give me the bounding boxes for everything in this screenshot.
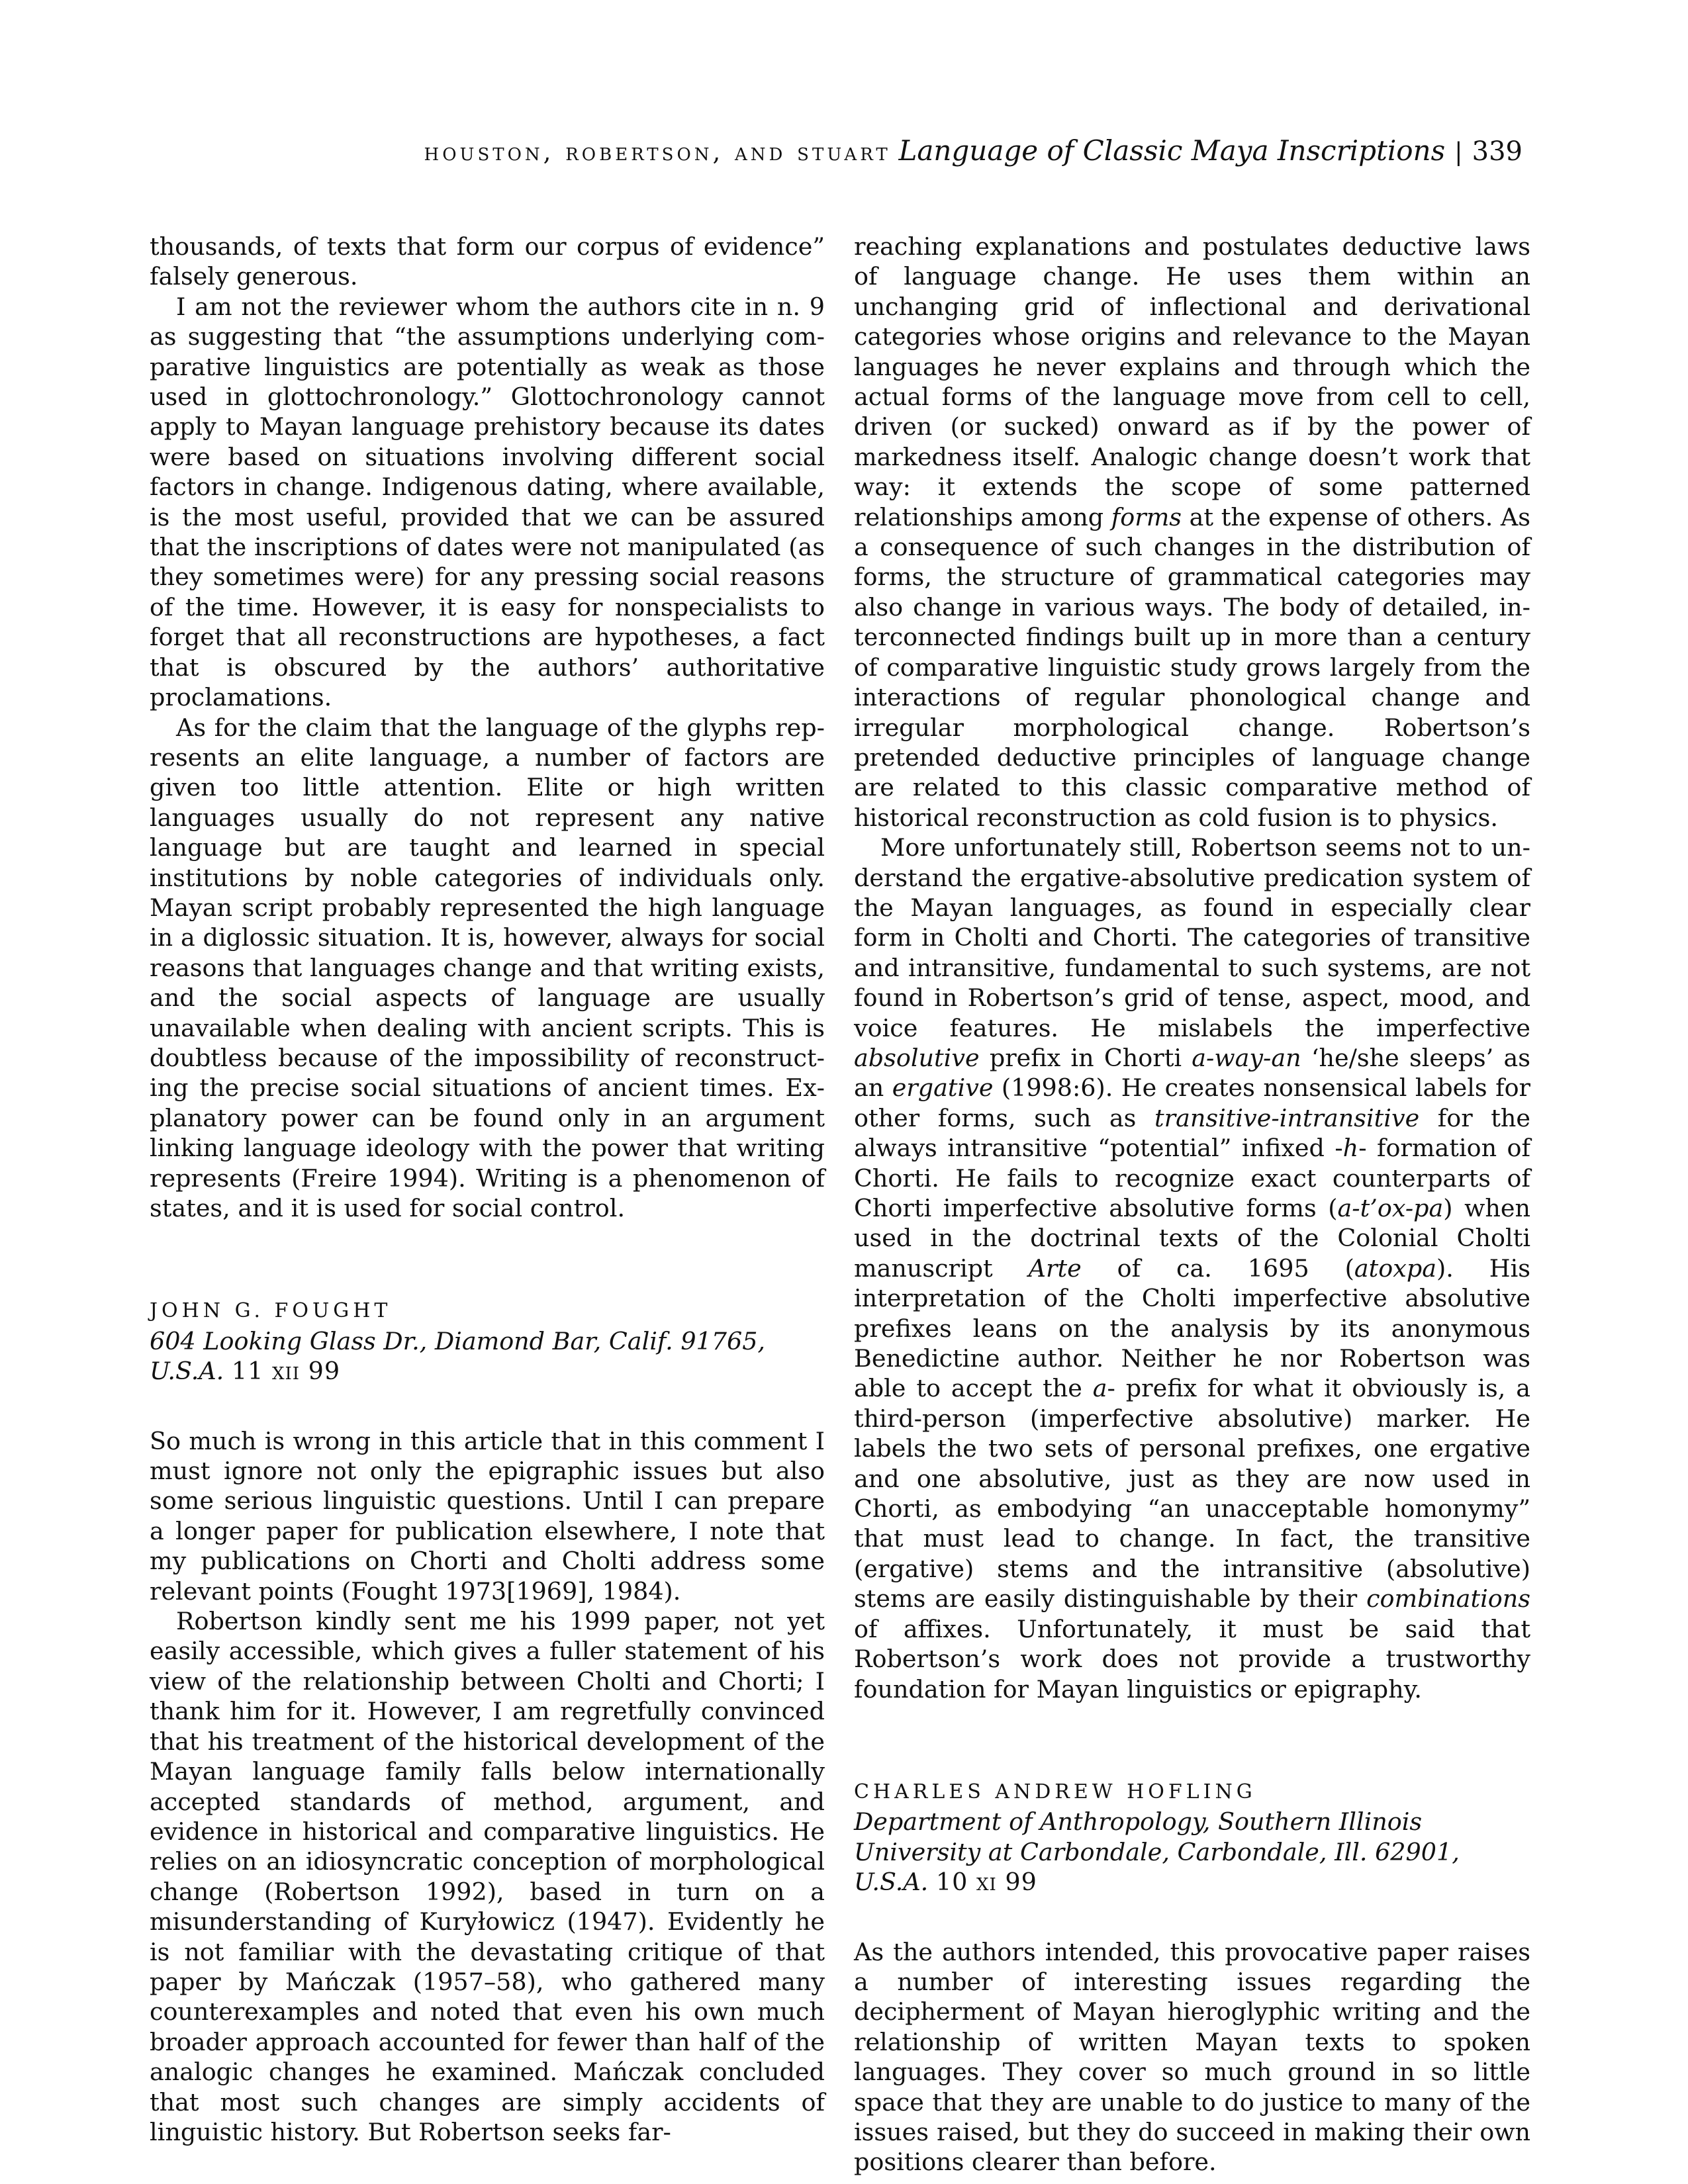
address-line: University at Carbondale, Carbondale, Ill. 62901, (854, 1837, 1460, 1866)
running-head-separator: | (1454, 138, 1463, 166)
text-run: for the always intransitive “potential” infixed - (854, 1103, 1530, 1163)
paragraph (854, 232, 1530, 833)
running-head (424, 131, 1523, 171)
comment-body-hofling (854, 1937, 1530, 2177)
text-run: ). His interpretation of the Cholti imperfective absolutive prefixes leans on the analysis by its anonymous Benedictine author. Neither he nor Robertson was able to accept the (854, 1253, 1530, 1403)
italic-term: a-way-an (1192, 1043, 1301, 1072)
italic-term: a-t’ox-pa (1337, 1194, 1444, 1222)
comment-body-fought (150, 1426, 825, 2148)
date-month: xii (271, 1357, 301, 1386)
italic-term: combinations (1366, 1584, 1530, 1614)
paragraph: As for the claim that the language of the glyphs represents an elite language, a number of factors are given too little attention. Elite or high written languages usually do not represent any native language but are taught and learned in special institutions by noble categories of individuals only. Mayan script probably represented the high language in a diglossic situation. It is, however, always for social reasons that languages change and that writing exists, and the social aspects of language are usually unavailable when dealing with ancient scripts. This is doubtless because of the impossibility of reconstructing the precise social situations of ancient times. Explanatory power can be found only in an argument linking language ideology with the power that writing represents (Freire 1994). Writing is a phenomenon of states, and it is used for social control. (150, 713, 825, 1222)
paragraph (854, 833, 1530, 1704)
address-line: U.S.A. (854, 1868, 929, 1897)
comment-date (232, 1357, 340, 1385)
text-run: reaching explanations and postulates deductive laws of language change. He uses them within an unchanging grid of inflectional and derivational categories whose origins and relevance to the Mayan languages he never explains and through which the actual forms of the language move from cell to cell, driven (or sucked) onward as if by the power of markedness itself. Analogic change doesn’t work that way: it extends the scope of some patterned relationships among (854, 232, 1530, 531)
comment-signature-hofling (854, 1777, 1530, 1897)
date-day: 11 (231, 1357, 264, 1386)
date-year: 99 (308, 1357, 341, 1386)
paragraph: thousands, of texts that form our corpus of evidence” falsely generous. (150, 232, 825, 291)
address-line: U.S.A. (150, 1357, 224, 1386)
paragraph: Robertson kindly sent me his 1999 paper, not yet easily accessible, which gives a fuller statement of his view of the relationship between Cholti and Chorti; I thank him for it. However, I am regretfully convinced that his treatment of the historical development of the Mayan language family falls below internationally accepted standards of method, argument, and evidence in historical and comparative linguistics. He relies on an idiosyncratic conception of morphological change (Robertson 1992), based in turn on a misunderstanding of Kuryłowicz (1947). Evidently he is not familiar with the devastating critique of that paper by Mańczak (1957–58), who gathered many counterexamples and noted that even his own much broader approach accounted for fewer than half of the analogic changes he examined. Mańczak concluded that most such changes are simply accidents of linguistic history. But Robertson seeks far- (150, 1607, 825, 2146)
comment-signature-fought (150, 1296, 825, 1386)
text-run: prefix in Chorti (979, 1043, 1192, 1072)
date-month: xi (976, 1868, 997, 1897)
italic-term: a (1092, 1374, 1107, 1403)
running-head-title: Language of Classic Maya Inscriptions (898, 134, 1446, 167)
author-name: JOHN G. FOUGHT (150, 1299, 392, 1323)
italic-term: transitive-intransitive (1154, 1103, 1420, 1132)
text-run: of ca. 1695 ( (1081, 1253, 1354, 1283)
running-head-authors: houston, robertson, and stuart (424, 138, 891, 166)
text-run: (1998:6). He creates nonsensical labels for other forms, such as (854, 1073, 1531, 1132)
address-line: 604 Looking Glass Dr., Diamond Bar, Calif. 91765, (150, 1326, 766, 1355)
page-number: 339 (1472, 136, 1523, 167)
comment-date (936, 1868, 1037, 1896)
paragraph: So much is wrong in this article that in this comment I must ignore not only the epigraphic issues but also some serious linguistic questions. Until I can prepare a longer paper for publication elsewhere, I note that my publications on Chorti and Cholti address some relevant points (Fought 1973[1969], 1984). (150, 1426, 825, 1606)
text-run: at the expense of others. As a consequence of such changes in the distribution of forms, the structure of grammatical categories may also change in various ways. The body of detailed, interconnected findings built up in more than a century of comparative linguistic study grows largely from the interactions of regular phonological change and irregular morphological change. Robertson’s pretended deductive principles of language change are related to this classic comparative method of historical reconstruction as cold fusion is to physics. (854, 502, 1530, 832)
italic-term: forms (1111, 502, 1182, 531)
text-run: - prefix for what it obviously is, a third-person (imperfective absolutive) marker. He labels the two sets of personal prefixes, one ergative and one absolutive, just as they are now used in Chorti, as embodying “an unacceptable homonymy” that must lead to change. In fact, the transitive (ergative) stems and the intransitive (absolutive) stems are easily distinguishable by their (854, 1374, 1530, 1614)
text-run: More unfortunately still, Robertson seems not to understand the ergative-absolutive predication system of the Mayan languages, as found in especially clear form in Cholti and Chorti. The categories of transitive and intransitive, fundamental to such systems, are not found in Robertson’s grid of tense, aspect, mood, and voice features. He mislabels the imperfective (854, 833, 1530, 1042)
text-run: ‘he/she sleeps’ as an (854, 1043, 1531, 1103)
date-year: 99 (1005, 1868, 1037, 1897)
text-run: - formation of Chorti. He fails to recognize exact counterparts of Chorti imperfective absolutive forms ( (854, 1134, 1530, 1222)
italic-term: atoxpa (1354, 1253, 1436, 1283)
paragraph: I am not the reviewer whom the authors cite in n. 9 as suggesting that “the assumptions underlying comparative linguistics are potentially as weak as those used in glottochronology.” Glottochronology cannot apply to Mayan language prehistory because its dates were based on situations involving different social factors in change. Indigenous dating, where available, is the most useful, provided that we can be assured that the inscriptions of dates were not manipulated (as they sometimes were) for any pressing social reasons of the time. However, it is easy for nonspecialists to forget that all reconstructions are hypotheses, a fact that is obscured by the authors’ authoritative proclamations. (150, 292, 825, 712)
author-name: CHARLES ANDREW HOFLING (854, 1780, 1256, 1803)
address-line: Department of Anthropology, Southern Illinois (854, 1807, 1423, 1837)
italic-term: Arte (1028, 1253, 1082, 1283)
author-address (854, 1807, 1530, 1897)
italic-term: h (1342, 1134, 1359, 1163)
left-column (150, 232, 825, 2147)
right-column (854, 232, 1530, 2177)
text-run: of affixes. Unfortunately, it must be said that Robertson’s work does not provide a trustworthy foundation for Mayan linguistics or epigraphy. (854, 1614, 1530, 1704)
text-run: ) when used in the doctrinal texts of the Colonial Cholti manuscript (854, 1194, 1531, 1283)
italic-term: ergative (892, 1073, 994, 1103)
paragraph: As the authors intended, this provocative paper raises a number of interesting issues regarding the decipherment of Mayan hieroglyphic writing and the relationship of written Mayan texts to spoken languages. They cover so much ground in so little space that they are unable to do justice to many of the issues raised, but they do succeed in making their own positions clearer than before. (854, 1937, 1530, 2177)
author-address (150, 1326, 825, 1387)
italic-term: absolutive (854, 1043, 980, 1072)
date-day: 10 (935, 1868, 968, 1897)
